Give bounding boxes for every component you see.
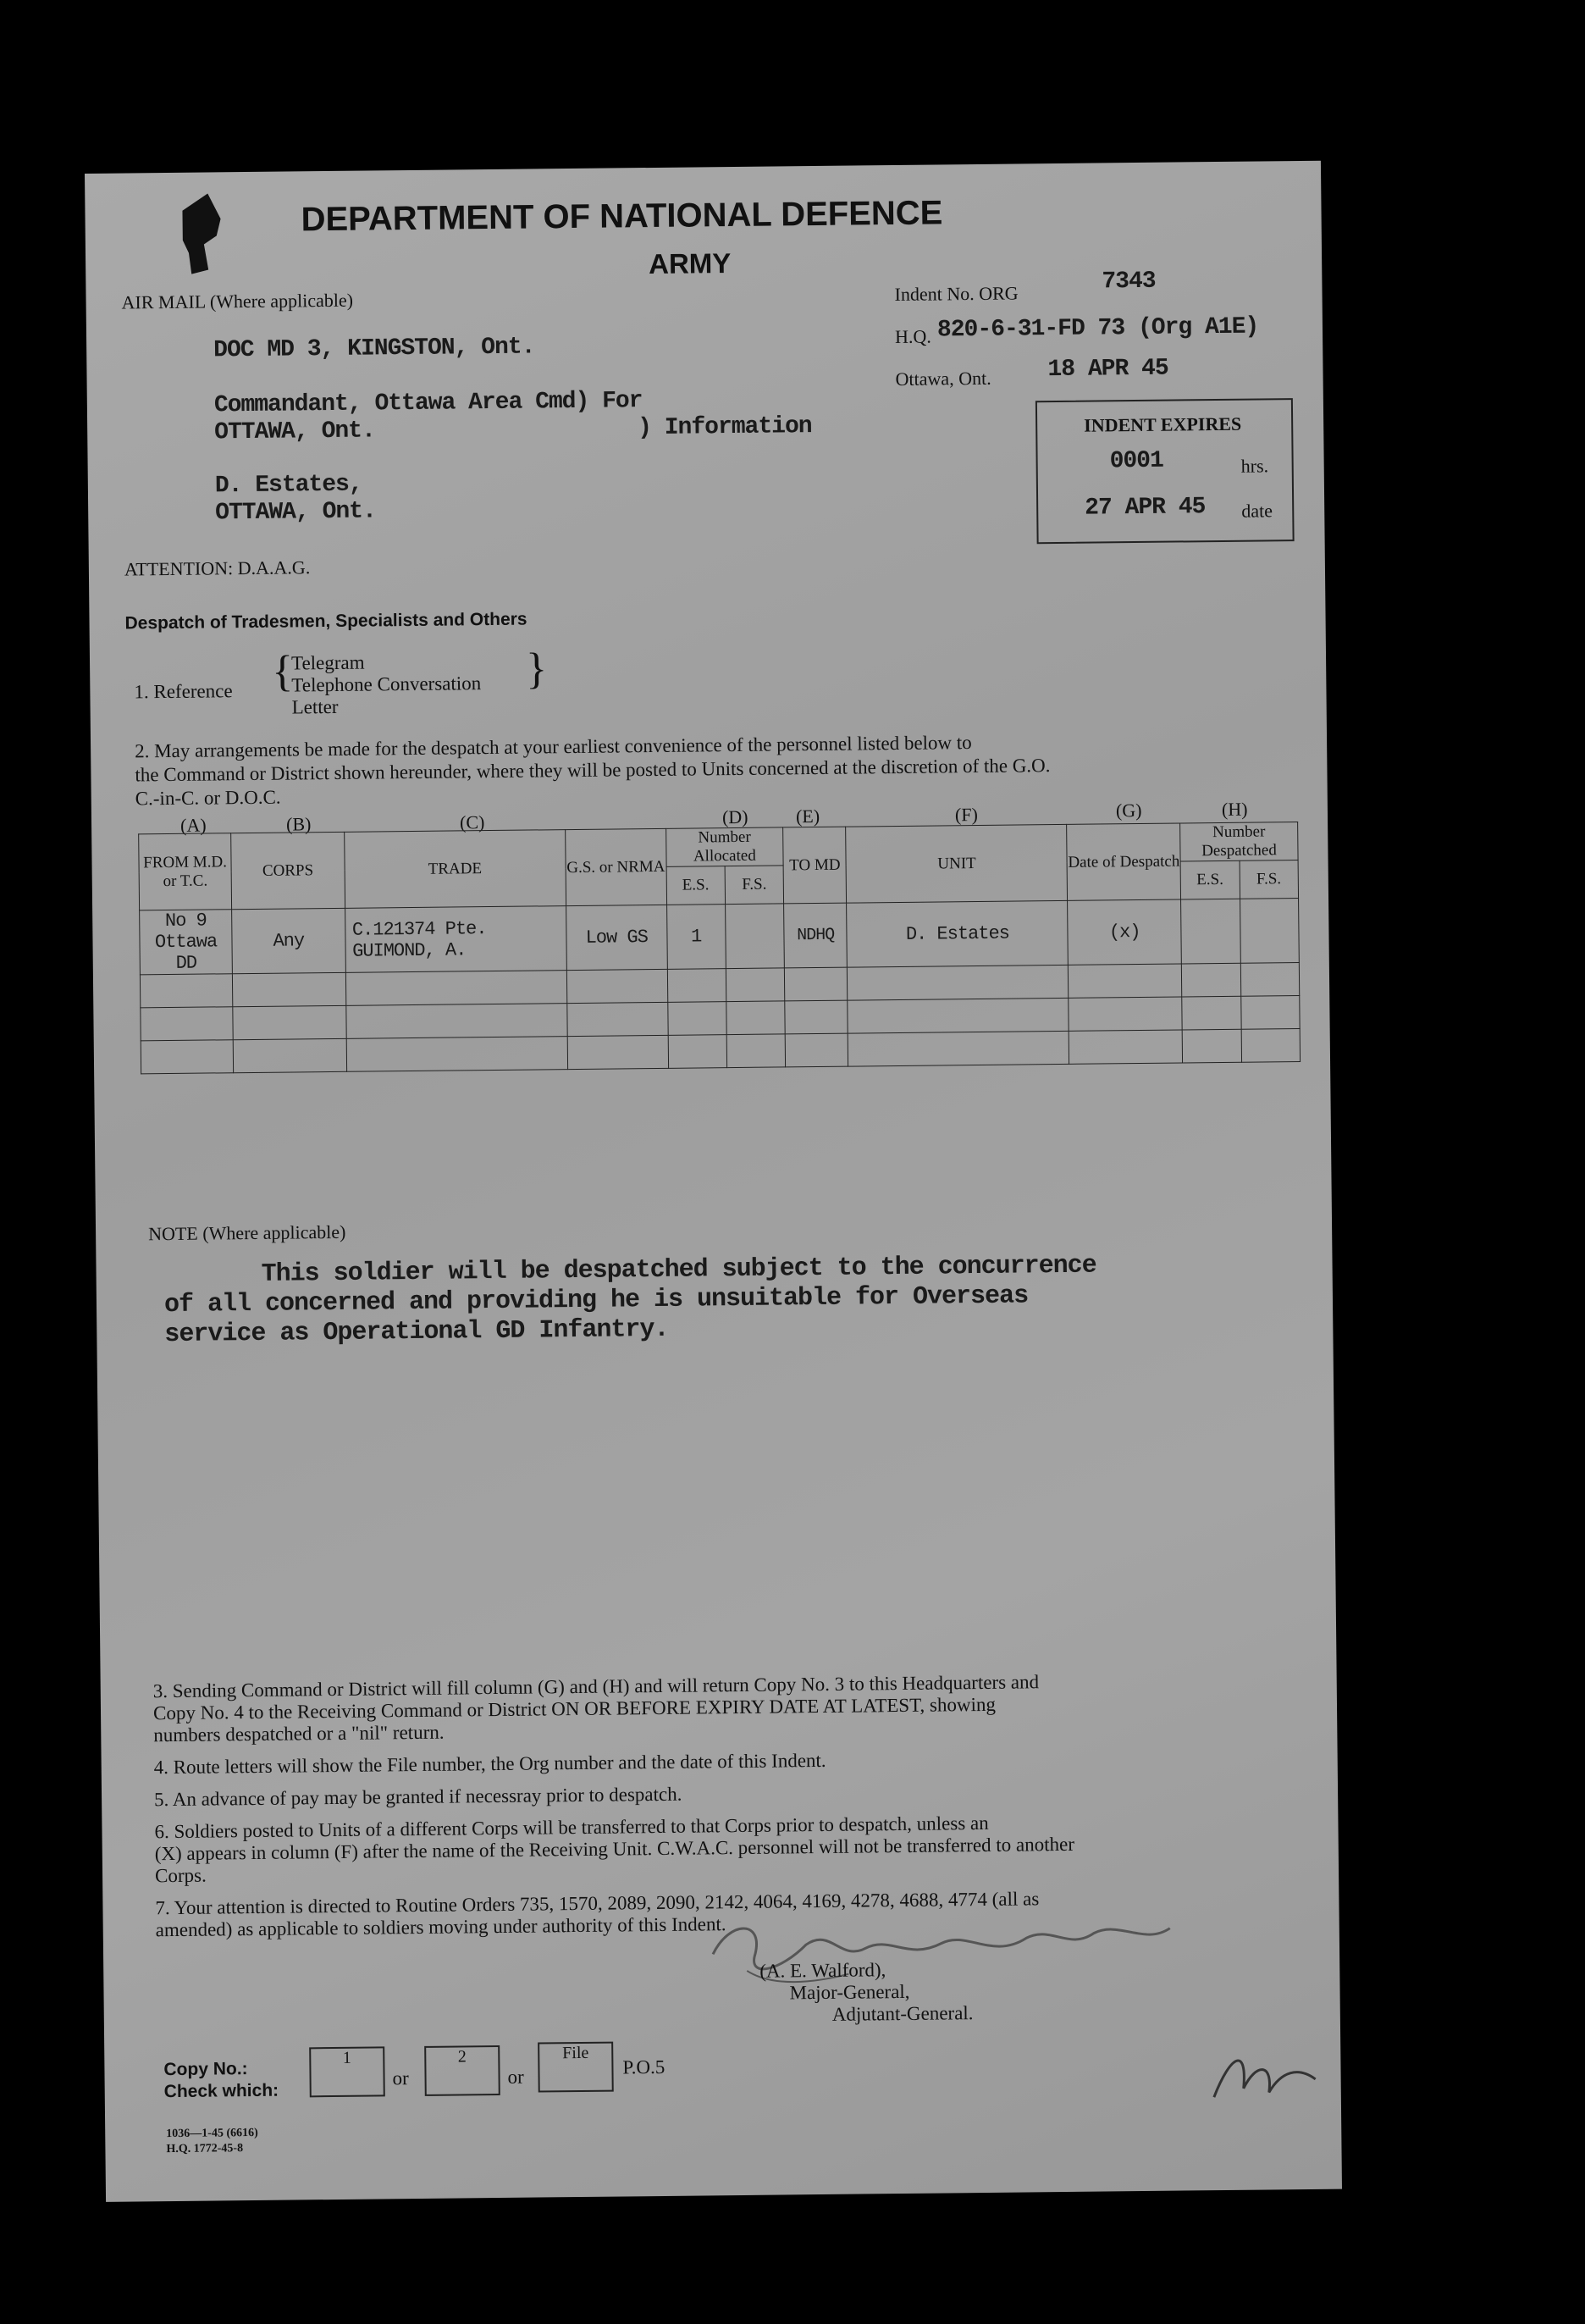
header-fs: F.S. bbox=[725, 866, 784, 905]
cell-date: (x) bbox=[1068, 899, 1181, 965]
hq-label: H.Q. bbox=[894, 325, 931, 347]
cell-es: 1 bbox=[666, 905, 726, 970]
signature-rank: Major-General, bbox=[789, 1980, 910, 2004]
expiry-time: 0001 bbox=[1109, 447, 1164, 475]
cell-es2 bbox=[1181, 899, 1240, 964]
copy-box-1: 1 bbox=[309, 2046, 385, 2097]
header-es2: E.S. bbox=[1180, 860, 1240, 899]
cell-fs2 bbox=[1240, 899, 1299, 964]
copy-box-file: File bbox=[538, 2042, 614, 2093]
header-trade: TRADE bbox=[344, 830, 566, 909]
cell-corps: Any bbox=[232, 908, 345, 973]
instruction-6b: (X) appears in column (F) after the name of the Receiving Unit. C.W.A.C. personnel will not be transferred to another bbox=[154, 1833, 1075, 1865]
footer-line2: H.Q. 1772-45-8 bbox=[166, 2142, 244, 2156]
indent-expires-title: INDENT EXPIRES bbox=[1084, 412, 1242, 436]
header-date-despatch: Date of Despatch bbox=[1067, 823, 1181, 900]
signature-title: Adjutant-General. bbox=[831, 2002, 974, 2025]
cell-to-md: NDHQ bbox=[784, 903, 848, 968]
emblem-icon bbox=[178, 193, 225, 274]
instruction-7a: 7. Your attention is directed to Routine Orders 735, 1570, 2089, 2090, 2142, 4064, 4169, 4278, 4688, 4774 (all as bbox=[155, 1888, 1040, 1919]
cell-trade: C.121374 Pte. GUIMOND, A. bbox=[345, 906, 566, 973]
expiry-date: 27 APR 45 bbox=[1085, 494, 1206, 522]
copy-pos-label: P.O.5 bbox=[622, 2056, 665, 2078]
branch-title: ARMY bbox=[648, 247, 732, 280]
addressee-line3a: D. Estates, bbox=[214, 471, 362, 500]
footer-line1: 1036—1-45 (6616) bbox=[166, 2126, 258, 2141]
header-fs2: F.S. bbox=[1240, 860, 1299, 899]
instruction-6a: 6. Soldiers posted to Units of a different Corps will be transferred to that Corps prior to despatch, unless an bbox=[154, 1812, 989, 1843]
section-title: Despatch of Tradesmen, Specialists and Others bbox=[124, 609, 527, 634]
hq-value: 820-6-31-FD 73 (Org A1E) bbox=[936, 313, 1259, 344]
header-corps: CORPS bbox=[231, 832, 345, 909]
para2-line3: C.-in-C. or D.O.C. bbox=[135, 786, 281, 810]
ottawa-label: Ottawa, Ont. bbox=[895, 367, 991, 390]
addressee-line3b: OTTAWA, Ont. bbox=[215, 498, 376, 527]
header-unit: UNIT bbox=[846, 824, 1068, 903]
column-letter-b: (B) bbox=[285, 813, 312, 835]
reference-label: 1. Reference bbox=[134, 680, 233, 703]
header-gs: G.S. or NRMA bbox=[566, 828, 667, 905]
addressee-line2a: Commandant, Ottawa Area Cmd) For bbox=[213, 388, 643, 419]
header-to-md: TO MD bbox=[783, 827, 847, 904]
instruction-5: 5. An advance of pay may be granted if necessray prior to despatch. bbox=[153, 1783, 682, 1811]
note-line1: This soldier will be despatched subject to the concurrence bbox=[261, 1251, 1096, 1289]
reference-brace-right: } bbox=[525, 645, 548, 694]
reference-option-telephone: Telephone Conversation bbox=[291, 672, 482, 696]
indent-no-label: Indent No. ORG bbox=[894, 282, 1019, 305]
indent-no-value: 7343 bbox=[1102, 268, 1156, 296]
reference-option-letter: Letter bbox=[291, 695, 339, 718]
header-number-allocated: Number Allocated bbox=[665, 827, 783, 866]
note-line3: service as Operational GD Infantry. bbox=[164, 1314, 669, 1350]
signature-name: (A. E. Walford), bbox=[759, 1959, 886, 1982]
column-letter-d: (D) bbox=[721, 805, 748, 828]
note-label: NOTE (Where applicable) bbox=[147, 1220, 346, 1245]
column-letter-e: (E) bbox=[795, 805, 820, 827]
instruction-3a: 3. Sending Command or District will fill column (G) and (H) and will return Copy No. 3 to this Headquarters and bbox=[152, 1671, 1040, 1702]
para2-line2: the Command or District shown hereunder, where they will be posted to Units concerned at the discretion of the G.O. bbox=[135, 755, 1051, 786]
addressee-line2b: OTTAWA, Ont. bbox=[214, 418, 376, 446]
check-which-label: Check which: bbox=[163, 2080, 279, 2102]
copy-or-1: or bbox=[392, 2067, 409, 2089]
instruction-7b: amended) as applicable to soldiers moving under authority of this Indent. bbox=[155, 1913, 726, 1941]
indent-expires-box bbox=[1035, 398, 1295, 544]
column-letter-f: (F) bbox=[954, 803, 979, 826]
attention-line: ATTENTION: D.A.A.G. bbox=[124, 556, 311, 580]
column-letter-h: (H) bbox=[1221, 798, 1248, 820]
instruction-3c: numbers despatched or a "nil" return. bbox=[153, 1721, 445, 1746]
document-page bbox=[85, 161, 1342, 2202]
column-letter-c: (C) bbox=[459, 811, 485, 833]
expiry-hrs-label: hrs. bbox=[1240, 455, 1269, 477]
cell-fs bbox=[725, 904, 784, 969]
instruction-3b: Copy No. 4 to the Receiving Command or District ON OR BEFORE EXPIRY DATE AT LATEST, showing bbox=[152, 1693, 997, 1724]
department-title: DEPARTMENT OF NATIONAL DEFENCE bbox=[301, 194, 943, 239]
reference-option-telegram: Telegram bbox=[290, 651, 365, 674]
instruction-6c: Corps. bbox=[154, 1864, 207, 1887]
note-line2: of all concerned and providing he is unsuitable for Overseas bbox=[163, 1281, 1029, 1320]
reference-brace-left: { bbox=[271, 647, 294, 696]
copy-or-2: or bbox=[507, 2066, 524, 2088]
copy-box-2: 2 bbox=[424, 2045, 500, 2096]
addressee-line1: DOC MD 3, KINGSTON, Ont. bbox=[213, 334, 535, 364]
cell-gs: Low GS bbox=[566, 905, 667, 970]
air-mail-label: AIR MAIL (Where applicable) bbox=[121, 289, 354, 313]
cell-from: No 9 Ottawa DD bbox=[140, 910, 233, 975]
expiry-date-label: date bbox=[1241, 500, 1273, 522]
cell-unit: D. Estates bbox=[847, 900, 1069, 967]
personnel-table bbox=[138, 822, 1301, 1074]
column-letter-g: (G) bbox=[1115, 799, 1142, 822]
header-number-despatched: Number Despatched bbox=[1180, 822, 1298, 861]
copy-no-label: Copy No.: bbox=[163, 2059, 248, 2080]
header-from: FROM M.D. or T.C. bbox=[139, 833, 232, 910]
header-es: E.S. bbox=[666, 866, 726, 905]
instruction-4: 4. Route letters will show the File number, the Org number and the date of this Indent. bbox=[153, 1749, 826, 1779]
addressee-line2c: ) Information bbox=[638, 413, 812, 442]
ottawa-date: 18 APR 45 bbox=[1047, 355, 1168, 384]
para2-line1: 2. May arrangements be made for the despatch at your earliest convenience of the personnel listed below to bbox=[135, 732, 972, 762]
column-letter-a: (A) bbox=[179, 814, 207, 836]
initials-mark-icon bbox=[1205, 2037, 1324, 2114]
